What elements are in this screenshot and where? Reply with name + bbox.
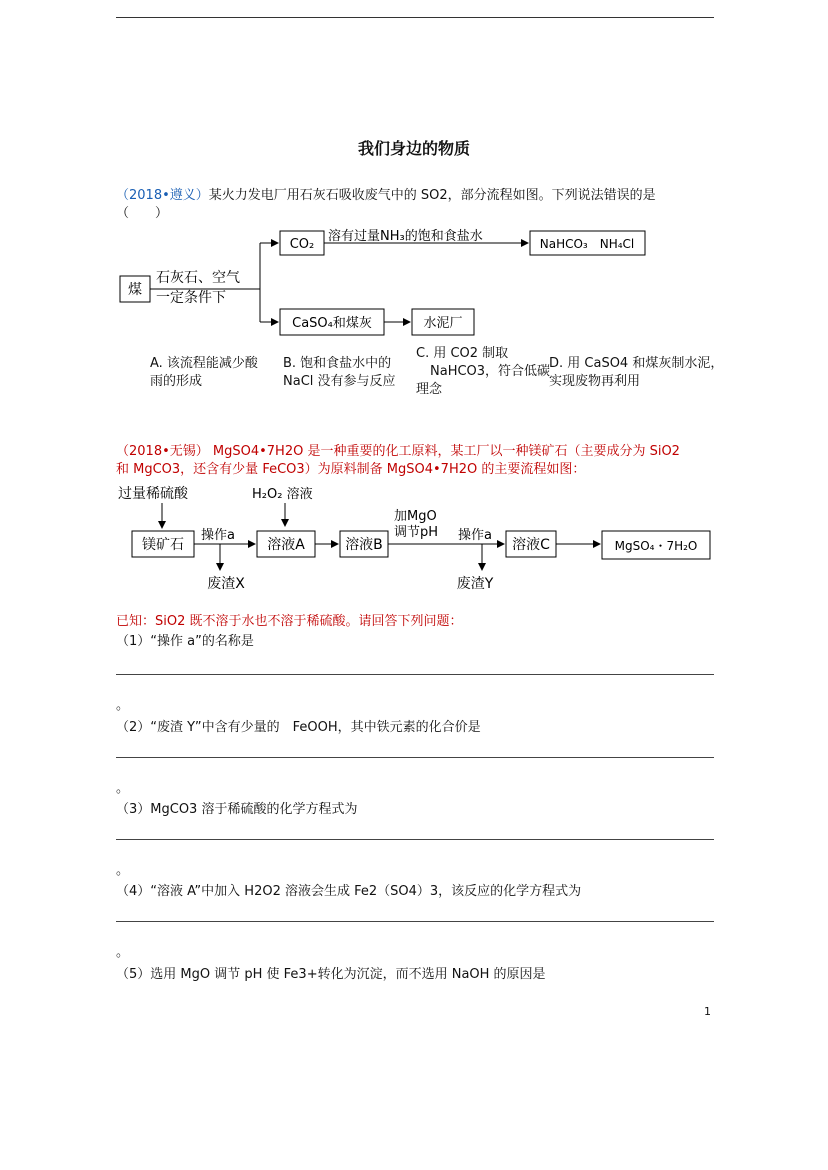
q2-sub5: （5）选用 MgO 调节 pH 使 Fe3+转化为沉淀，而不选用 NaOH 的原因是 [116, 967, 546, 982]
q1-flow-diagram [110, 222, 670, 347]
period-1: 。 [116, 698, 130, 713]
final-label: MgSO₄・7H₂O [614, 539, 698, 553]
co2-label: CO₂ [289, 237, 315, 252]
q2-sub4: （4）“溶液 A”中加入 H2O2 溶液会生成 Fe2（SO4）3，该反应的化学方程式为 [116, 884, 582, 899]
option-a-line2: 雨的形成 [150, 374, 203, 389]
option-d-line1: D. 用 CaSO4 和煤灰制水泥， [549, 356, 724, 371]
coal-label: 煤 [128, 282, 142, 298]
condition1-label: 石灰石、空气 [156, 270, 240, 286]
product-label: NaHCO₃ NH₄Cl [539, 237, 635, 251]
sol-b-label: 溶液B [345, 537, 383, 553]
period-2: 。 [116, 781, 130, 796]
q1-source: （2018•遵义） [116, 188, 209, 203]
option-c-line3: 理念 [416, 382, 443, 397]
q1-stem-text: 某火力发电厂用石灰石吸收废气中的 SO2，部分流程如图。下列说法错误的是 [208, 188, 656, 203]
option-a [150, 355, 258, 391]
co2-arrow-label: 溶有过量NH₃的饱和食盐水 [328, 229, 483, 244]
q2-sub2: （2）“废渣 Y”中含有少量的 FeOOH，其中铁元素的化合价是 [116, 720, 481, 735]
option-c-line2: NaHCO3，符合低碳 [430, 364, 551, 379]
q2-sub3: （3）MgCO3 溶于稀硫酸的化学方程式为 [116, 802, 358, 817]
h2o2-label: H₂O₂ 溶液 [252, 487, 313, 502]
q1-stem-line2: （ ） [116, 206, 169, 221]
option-b-line1: B. 饱和食盐水中的 [283, 356, 392, 371]
op1-label: 操作a [201, 528, 235, 543]
answer-line-3[interactable] [116, 839, 714, 840]
option-d-line2: 实现废物再利用 [549, 374, 641, 389]
q2-stem-line1: （2018•无锡） MgSO4•7H2O 是一种重要的化工原料，某工厂以一种镁矿石（主要成分为 SiO2 [116, 444, 680, 459]
q2-known: 已知：SiO2 既不溶于水也不溶于稀硫酸。请回答下列问题： [116, 614, 463, 629]
answer-line-1[interactable] [116, 674, 714, 675]
ore-label: 镁矿石 [142, 537, 184, 553]
option-b [283, 355, 396, 391]
acid-label: 过量稀硫酸 [118, 486, 188, 502]
q2-flow-diagram [110, 478, 720, 596]
q2-stem-line2: 和 MgCO3，还含有少量 FeCO3）为原料制备 MgSO4•7H2O 的主要流程如图： [116, 462, 586, 477]
sol-a-label: 溶液A [267, 537, 305, 553]
cement-label: 水泥厂 [423, 316, 463, 331]
mgo-label-2: 调节pH [394, 525, 439, 540]
option-a-line1: A. 该流程能减少酸 [150, 356, 258, 371]
q1-stem-line1 [116, 187, 656, 205]
waste-y-label: 废渣Y [456, 576, 494, 592]
header-rule [116, 17, 714, 18]
answer-line-4[interactable] [116, 921, 714, 922]
option-c-line1: C. 用 CO2 制取 [416, 346, 509, 361]
sol-c-label: 溶液C [512, 537, 550, 553]
waste-x-label: 废渣X [207, 576, 245, 592]
mgo-label-1: 加MgO [394, 509, 437, 524]
option-d [549, 355, 723, 391]
page-title: 我们身边的物质 [357, 139, 470, 158]
op2-label: 操作a [458, 528, 492, 543]
page-number: 1 [704, 1005, 711, 1018]
period-3: 。 [116, 863, 130, 878]
q2-sub1: （1）“操作 a”的名称是 [116, 634, 254, 649]
answer-line-2[interactable] [116, 757, 714, 758]
option-b-line2: NaCl 没有参与反应 [283, 374, 396, 389]
condition2-label: 一定条件下 [156, 290, 226, 306]
caso4-label: CaSO₄和煤灰 [292, 316, 372, 331]
option-c [416, 345, 550, 399]
period-4: 。 [116, 945, 130, 960]
